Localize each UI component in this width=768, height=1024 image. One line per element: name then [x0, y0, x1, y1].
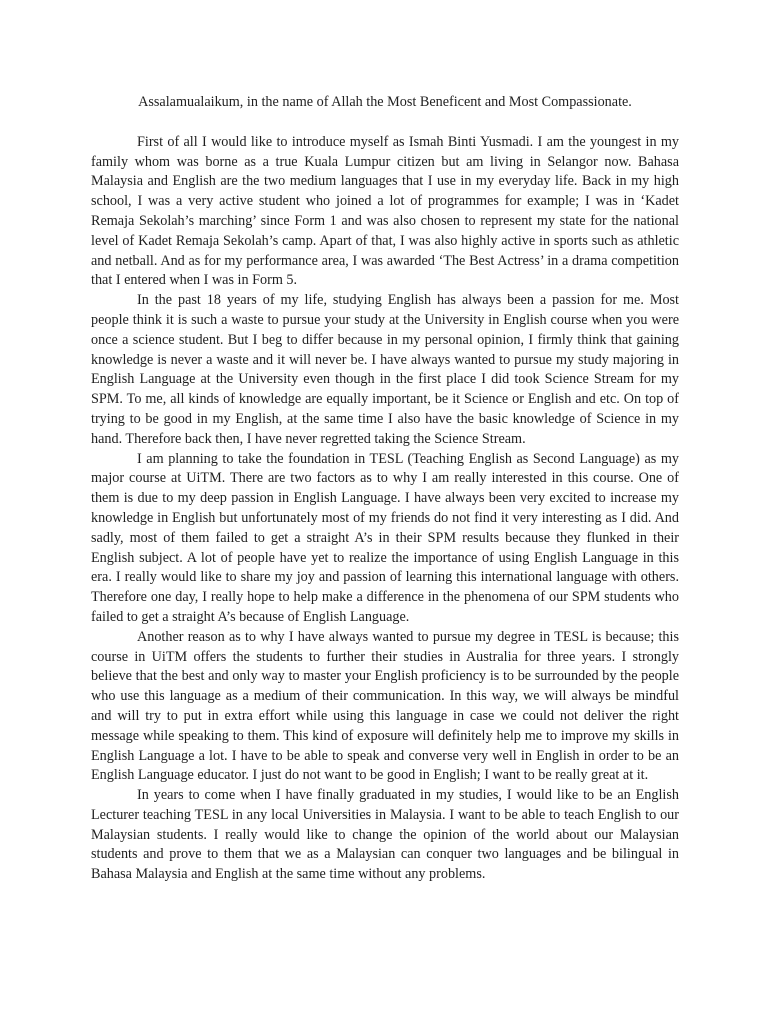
- paragraph-tesl-plan: I am planning to take the foundation in TESL (Teaching English as Second Language) as my major course at UiTM. There are two factors as to why I am really interested in this course. One of them is due to my deep passion in English Language. I have always been very excited to increase my knowledge in English but unfortunately most of my friends do not find it very interesting as I did. And sadly, most of them failed to get a straight A’s in their SPM results because they flunked in their English subject. A lot of people have yet to realize the importance of using English Language in this era. I really would like to share my joy and passion of learning this international language with others. Therefore one day, I really hope to help make a difference in the phenomena of our SPM students who failed to get a straight A’s because of English Language.: [91, 450, 679, 625]
- document-page: [91, 93, 679, 885]
- paragraph-english-passion: In the past 18 years of my life, studying English has always been a passion for me. Most people think it is such a waste to pursue your study at the University in English course when you were once a science student. But I beg to differ because in my personal opinion, I firmly think that gaining knowledge is never a waste and it will never be. I have always wanted to pursue my study majoring in English Language at the University even though in the first place I did took Science Stream for my SPM. To me, all kinds of knowledge are equally important, be it Science or English and etc. On top of trying to be good in my English, at the same time I also have the basic knowledge of Science in my hand. Therefore back then, I have never regretted taking the Science Stream.: [91, 292, 679, 447]
- paragraph-future-goal: In years to come when I have finally graduated in my studies, I would like to be an English Lecturer teaching TESL in any local Universities in Malaysia. I want to be able to teach English to our Malaysian students. I really would like to change the opinion of the world about our Malaysian students and prove to them that we as a Malaysian can conquer two languages and be bilingual in Bahasa Malaysia and English at the same time without any problems.: [91, 787, 679, 883]
- paragraph-introduction: First of all I would like to introduce myself as Ismah Binti Yusmadi. I am the youngest in my family whom was borne as a true Kuala Lumpur citizen but am living in Selangor now. Bahasa Malaysia and English are the two medium languages that I use in my everyday life. Back in my high school, I was a very active student who joined a lot of programmes for example; I was in ‘Kadet Remaja Sekolah’s marching’ since Form 1 and was also chosen to represent my state for the national level of Kadet Remaja Sekolah’s camp. Apart of that, I was also highly active in sports such as athletic and netball. And as for my performance area, I was awarded ‘The Best Actress’ in a drama competition that I entered when I was in Form 5.: [91, 133, 679, 289]
- paragraph-australia-reason: Another reason as to why I have always wanted to pursue my degree in TESL is because; this course in UiTM offers the students to further their studies in Australia for three years. I strongly believe that the best and only way to master your English proficiency is to be surrounded by the people who use this language as a medium of their communication. In this way, we will always be mindful and will try to put in extra effort while using this language in case we could not deliver the right message while speaking to them. This kind of exposure will definitely help me to improve my skills in English Language a lot. I have to be able to speak and converse very well in English in order to be an English Language educator. I just do not want to be good in English; I want to be really great at it.: [91, 628, 679, 784]
- greeting-line: Assalamualaikum, in the name of Allah the Most Beneficent and Most Compassionate.: [138, 94, 632, 110]
